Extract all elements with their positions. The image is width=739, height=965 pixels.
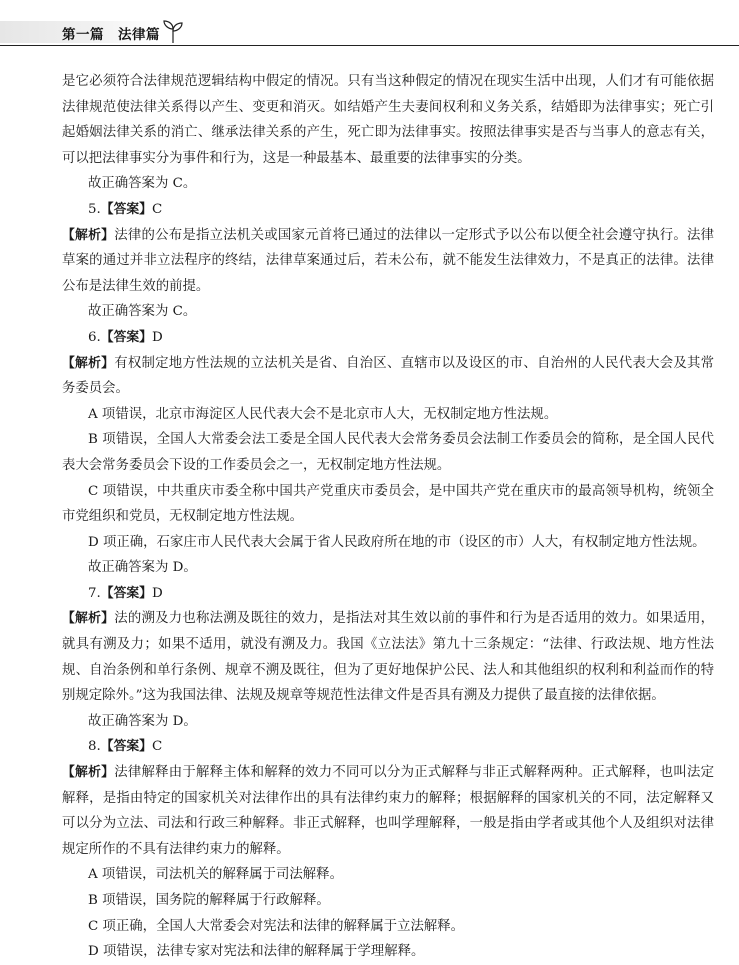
paragraph-text: D 项错误，法律专家对宪法和法律的解释属于学理解释。: [88, 944, 425, 960]
answer-conclusion: [62, 555, 714, 581]
question-number: 8.: [88, 739, 101, 755]
paragraph-text: 故正确答案为 D。: [88, 713, 197, 729]
paragraph-text: 故正确答案为 D。: [88, 560, 197, 576]
question-number: 7.: [88, 585, 101, 601]
answer-tag: 【答案】: [100, 585, 152, 601]
running-header: [0, 18, 739, 46]
option-explanation: [62, 402, 714, 428]
option-explanation: [62, 939, 714, 965]
analysis-paragraph: [62, 760, 714, 862]
analysis-paragraph: [62, 606, 714, 708]
analysis-tag: 【解析】: [62, 227, 115, 243]
analysis-tag: 【解析】: [62, 765, 115, 781]
paragraph-text: B 项错误，全国人大常委会法工委是全国人民代表大会常务委员会法制工作委员会的简称，是全国人民代表大会常务委员会下设的工作委员会之一，无权制定地方性法规。: [62, 432, 714, 473]
question-number: 5.: [88, 201, 101, 217]
option-explanation: [62, 862, 714, 888]
paragraph-text: 法的溯及力也称法溯及既往的效力，是指法对其生效以前的事件和行为是否适用的效力。如果适用，就具有溯及力；如果不适用，就没有溯及力。我国《立法法》第九十三条规定：“法律、行政法规、地方性法规、自治条例和单行条例、规章不溯及既往，但为了更好地保护公民、法人和其他组织的权利和利益而作的特别规定除外。”这为我国法律、法规及规章等规范性法律文件是否具有溯及力提供了最直接的法律依据。: [62, 611, 715, 704]
paragraph-continued: [62, 69, 714, 171]
option-explanation: [62, 479, 714, 530]
paragraph-text: B 项错误，国务院的解释属于行政解释。: [88, 893, 330, 908]
analysis-tag: 【解析】: [62, 611, 115, 627]
analysis-paragraph: [62, 351, 714, 402]
answer-letter: D: [151, 329, 163, 345]
page-body: [62, 69, 714, 965]
answer-letter: C: [151, 201, 163, 217]
header-rule: [0, 45, 739, 46]
paragraph-text: 法律解释由于解释主体和解释的效力不同可以分为正式解释与非正式解释两种。正式解释，也叫法定解释，是指由特定的国家机关对法律作出的具有法律约束力的解释；根据解释的国家机关的不同，法定解释又可以分为立法、司法和行政三种解释。非正式解释，也叫学理解释，一般是指由学者或其他个人及组织对法律规定所作的不具有法律约束力的解释。: [62, 765, 715, 857]
analysis-tag: 【解析】: [62, 355, 115, 371]
answer-letter: D: [151, 585, 163, 601]
chapter-title: 第一篇 法律篇: [62, 27, 160, 43]
paragraph-text: 有权制定地方性法规的立法机关是省、自治区、直辖市以及设区的市、自治州的人民代表大会及其常务委员会。: [62, 355, 715, 397]
answer-letter: C: [151, 739, 163, 755]
answer-conclusion: [62, 299, 714, 325]
paragraph-text: 法律的公布是指立法机关或国家元首将已通过的法律以一定形式予以公布以便全社会遵守执行。法律草案的通过并非立法程序的终结，法律草案通过后，若未公布，就不能发生法律效力，不是真正的法律。法律公布是法律生效的前提。: [62, 227, 715, 294]
question-number: 6.: [88, 329, 101, 345]
answer-tag: 【答案】: [100, 739, 152, 755]
analysis-paragraph: [62, 223, 714, 300]
paragraph-text: 故正确答案为 C。: [88, 176, 197, 192]
paragraph-text: C 项正确，全国人大常委会对宪法和法律的解释属于立法解释。: [88, 918, 465, 934]
option-explanation: [62, 427, 714, 478]
paragraph-text: C 项错误，中共重庆市委全称中国共产党重庆市委员会，是中国共产党在重庆市的最高领导机构，统领全市党组织和党员，无权制定地方性法规。: [62, 483, 714, 525]
paragraph-text: A 项错误，北京市海淀区人民代表大会不是北京市人大，无权制定地方性法规。: [88, 406, 558, 422]
paragraph-text: D 项正确，石家庄市人民代表大会属于省人民政府所在地的市（设区的市）人大，有权制定地方性法规。: [88, 534, 706, 550]
sprout-icon: [162, 18, 184, 44]
option-explanation: [62, 888, 714, 914]
paragraph-text: 故正确答案为 C。: [88, 304, 197, 320]
paragraph-text: A 项错误，司法机关的解释属于司法解释。: [88, 867, 343, 883]
answer-line: [62, 325, 714, 351]
answer-line: [62, 197, 714, 223]
option-explanation: [62, 914, 714, 940]
answer-conclusion: [62, 709, 714, 735]
paragraph-text: 是它必须符合法律规范逻辑结构中假定的情况。只有当这种假定的情况在现实生活中出现，人们才有可能依据法律规范使法律关系得以产生、变更和消灭。如结婚产生夫妻间权利和义务关系，结婚即为法律事实；死亡引起婚姻法律关系的消亡、继承法律关系的产生，死亡即为法律事实。按照法律事实是否与当事人的意志有关，可以把法律事实分为事件和行为，这是一种最基本、最重要的法律事实的分类。: [62, 74, 714, 166]
answer-tag: 【答案】: [100, 329, 152, 345]
answer-conclusion: [62, 171, 714, 197]
answer-tag: 【答案】: [100, 201, 152, 217]
answer-line: [62, 734, 714, 760]
option-explanation: [62, 530, 714, 556]
answer-line: [62, 581, 714, 607]
